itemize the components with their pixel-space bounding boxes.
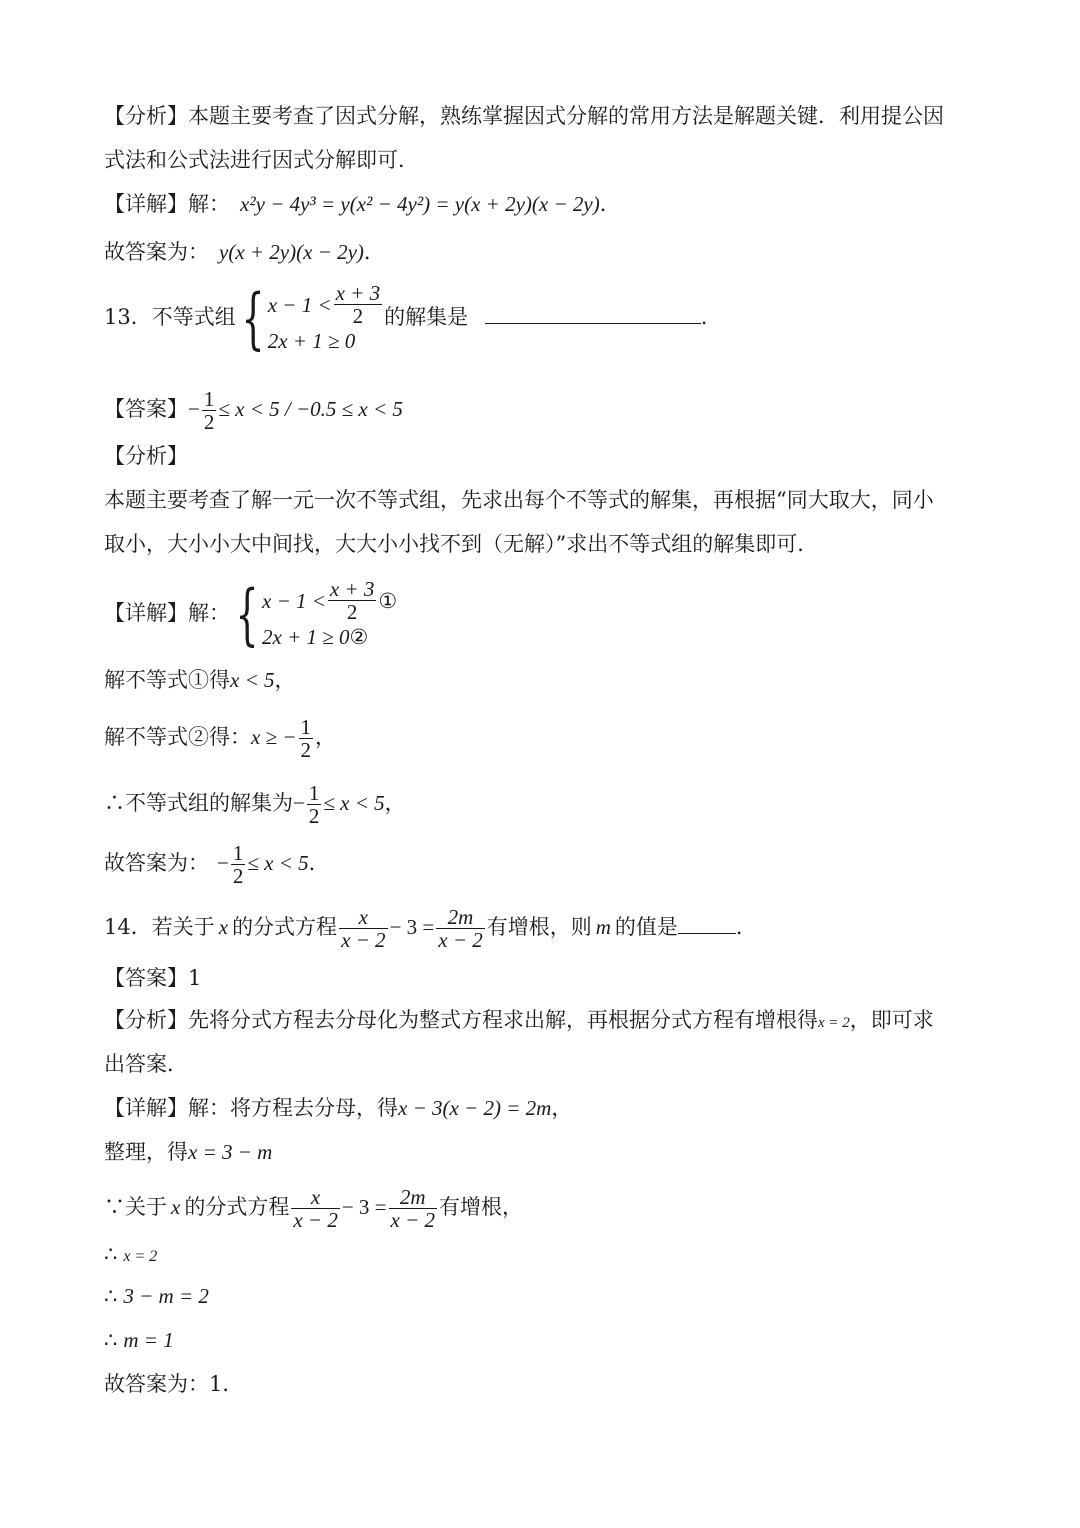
circled-two: ② — [349, 625, 369, 649]
fraction-den: x − 2 — [341, 928, 386, 952]
answer-blank[interactable] — [678, 911, 736, 934]
detail-14: 【详解】解：将方程去分母，得x − 3(x − 2) = 2m， — [104, 1096, 573, 1120]
fraction-den: x − 2 — [293, 1208, 338, 1232]
because-text-2: 的分式方程 — [184, 1195, 290, 1219]
therefore-m1 — [104, 1326, 174, 1354]
var-m: m — [595, 915, 611, 939]
answer-14-text: 【答案】1 — [104, 966, 202, 990]
detail-14-text: 【详解】解：将方程去分母，得 — [104, 1096, 398, 1120]
analysis-12-text-2: 式法和公式法进行因式分解即可． — [104, 148, 419, 172]
sys-row1: x − 1 < — [262, 588, 326, 613]
answer-label: 故答案为： — [104, 240, 209, 264]
m-equals-1: m = 1 — [123, 1328, 174, 1352]
analysis-13-line2 — [104, 530, 818, 558]
detail-label: 【详解】解： — [104, 601, 230, 625]
analysis-12-text: 【分析】本题主要考查了因式分解，熟练掌握因式分解的常用方法是解题关键．利用提公因 — [104, 104, 944, 128]
var-x: x — [171, 1195, 181, 1219]
minus-three: − 3 = — [341, 1195, 387, 1219]
range: ≤ x < 5 — [247, 851, 309, 875]
fraction-num: 1 — [308, 781, 320, 805]
therefore-icon: ∴ — [104, 1284, 118, 1308]
detail-13 — [104, 575, 398, 653]
x-equals-2: x = 2 — [123, 1248, 158, 1265]
brace-icon: { — [235, 575, 259, 653]
question-14-d: 的值是 — [614, 915, 678, 939]
analysis-14-text-3: 出答案． — [104, 1052, 188, 1076]
therefore-icon: ∴ — [104, 1328, 118, 1352]
final-label: 故答案为： — [104, 851, 209, 875]
solve-2-text: 解不等式②得： — [104, 725, 251, 749]
question-14-a: 14．若关于 — [104, 915, 215, 939]
analysis-12-line1 — [104, 102, 944, 130]
factor-expression: x²y − 4y³ = y(x² − 4y²) = y(x + 2y)(x − 2y) — [240, 192, 600, 216]
final-14-text: 故答案为：1． — [104, 1372, 244, 1396]
sys-row1: x − 1 < — [267, 292, 332, 317]
fraction-den: x − 2 — [438, 928, 483, 952]
answer-13-value: ≤ x < 5 / −0.5 ≤ x < 5 — [218, 397, 403, 421]
brace-icon: { — [241, 279, 265, 357]
detail-12: 【详解】解： x²y − 4y³ = y(x² − 4y²) = y(x + 2y)(x − 2y)． — [104, 192, 621, 216]
minus-three: − 3 = — [389, 915, 435, 939]
inequality-system-numbered — [230, 575, 398, 653]
final-13: 故答案为： − $\frac{1}{2}$ ≤ x < 5． — [104, 841, 330, 888]
fraction-num: x + 3 — [335, 281, 381, 305]
fraction-num: x — [291, 1186, 340, 1209]
solve-2: 解不等式②得：x ≥ − $\frac{1}{2}$ ， — [104, 715, 337, 762]
therefore-13: ∴不等式组的解集为− $\frac{1}{2}$ ≤ x < 5， — [104, 781, 406, 828]
fraction-num: 2m — [389, 1186, 438, 1209]
solve-1: 解不等式①得x < 5， — [104, 668, 296, 692]
analysis-13-text: 本题主要考查了解一元一次不等式组，先求出每个不等式的解集，再根据“同大取大，同小 — [104, 488, 934, 512]
fraction-den: 2 — [346, 600, 358, 624]
x-equals-2: x = 2 — [818, 1015, 850, 1031]
question-13-tail: 的解集是 — [384, 305, 469, 329]
solution-2: x ≥ − — [251, 725, 297, 749]
fraction-num: 1 — [232, 841, 244, 865]
therefore-3m — [104, 1282, 209, 1310]
fraction-num: 1 — [300, 715, 312, 739]
analysis-label: 【分析】 — [104, 444, 188, 468]
fraction-num: 1 — [203, 387, 215, 411]
final-14 — [104, 1370, 243, 1398]
question-14-c: 有增根，则 — [486, 915, 592, 939]
therefore-x2 — [104, 1240, 157, 1271]
question-13: 13．不等式组 { x − 1 < $\frac{x + 3}{2}$ 2x + 1 ≥ 0 的解集是 ． — [104, 279, 722, 357]
range: ≤ x < 5 — [323, 791, 385, 815]
fraction-num: 2m — [436, 906, 485, 929]
var-x: x — [218, 915, 229, 939]
detail-label: 【详解】解： — [104, 192, 230, 216]
fraction-den: 2 — [232, 864, 244, 888]
answer-label: 【答案】 — [104, 397, 188, 421]
because-text-3: 有增根， — [439, 1195, 524, 1219]
therefore-text: ∴不等式组的解集为 — [104, 791, 293, 815]
question-14: 14．若关于 x 的分式方程 $\frac{x}{x - 2}$ − 3 = $\frac{2m}{x - 2}$ 有增根，则 m 的值是 ． — [104, 905, 757, 952]
analysis-13-text-2: 取小，大小小大中间找，大大小小找不到（无解）”求出不等式组的解集即可． — [104, 532, 819, 556]
solve-1-text: 解不等式①得 — [104, 668, 230, 692]
answer-blank[interactable] — [485, 301, 701, 324]
analysis-13-label — [104, 442, 188, 470]
answer-14 — [104, 964, 201, 992]
fraction-den: x − 2 — [390, 1208, 436, 1232]
cleared-equation: x − 3(x − 2) = 2m — [398, 1096, 552, 1120]
fraction-num: x — [339, 906, 388, 929]
answer-12: 故答案为： y(x + 2y)(x − 2y)． — [104, 240, 385, 264]
simplify-text: 整理，得 — [104, 1140, 188, 1164]
circled-one: ① — [378, 588, 398, 613]
analysis-12-line2 — [104, 146, 419, 174]
because-14 — [104, 1186, 523, 1231]
question-13-label: 13．不等式组 — [104, 305, 236, 329]
fraction-den: 2 — [300, 738, 312, 762]
because-text: ∵关于 — [104, 1195, 167, 1219]
sys-row2: 2x + 1 ≥ 0 — [262, 625, 350, 649]
sys-row2: 2x + 1 ≥ 0 — [267, 329, 356, 353]
factor-answer: y(x + 2y)(x − 2y) — [219, 240, 364, 264]
analysis-13-line1 — [104, 486, 934, 514]
inequality-system — [236, 279, 384, 357]
analysis-14-line1 — [104, 1006, 934, 1037]
solution-1: x < 5 — [230, 668, 275, 692]
x-expression: x = 3 − m — [188, 1140, 273, 1164]
fraction — [334, 282, 383, 327]
three-minus-m: 3 − m = 2 — [123, 1284, 209, 1308]
fraction-den: 2 — [352, 304, 364, 328]
fraction-num: x + 3 — [329, 577, 375, 601]
fraction-den: 2 — [203, 410, 215, 434]
analysis-14-text-2: ，即可求 — [849, 1008, 934, 1032]
simplify-14 — [104, 1138, 272, 1166]
analysis-14-text: 【分析】先将分式方程去分母化为整式方程求出解，再根据分式方程有增根得 — [104, 1008, 818, 1032]
therefore-icon: ∴ — [104, 1242, 118, 1266]
answer-13: 【答案】− $\frac{1}{2}$ ≤ x < 5 / −0.5 ≤ x < 5 — [104, 387, 403, 434]
fraction-den: 2 — [308, 804, 320, 828]
analysis-14-line2 — [104, 1050, 188, 1078]
question-14-b: 的分式方程 — [232, 915, 338, 939]
